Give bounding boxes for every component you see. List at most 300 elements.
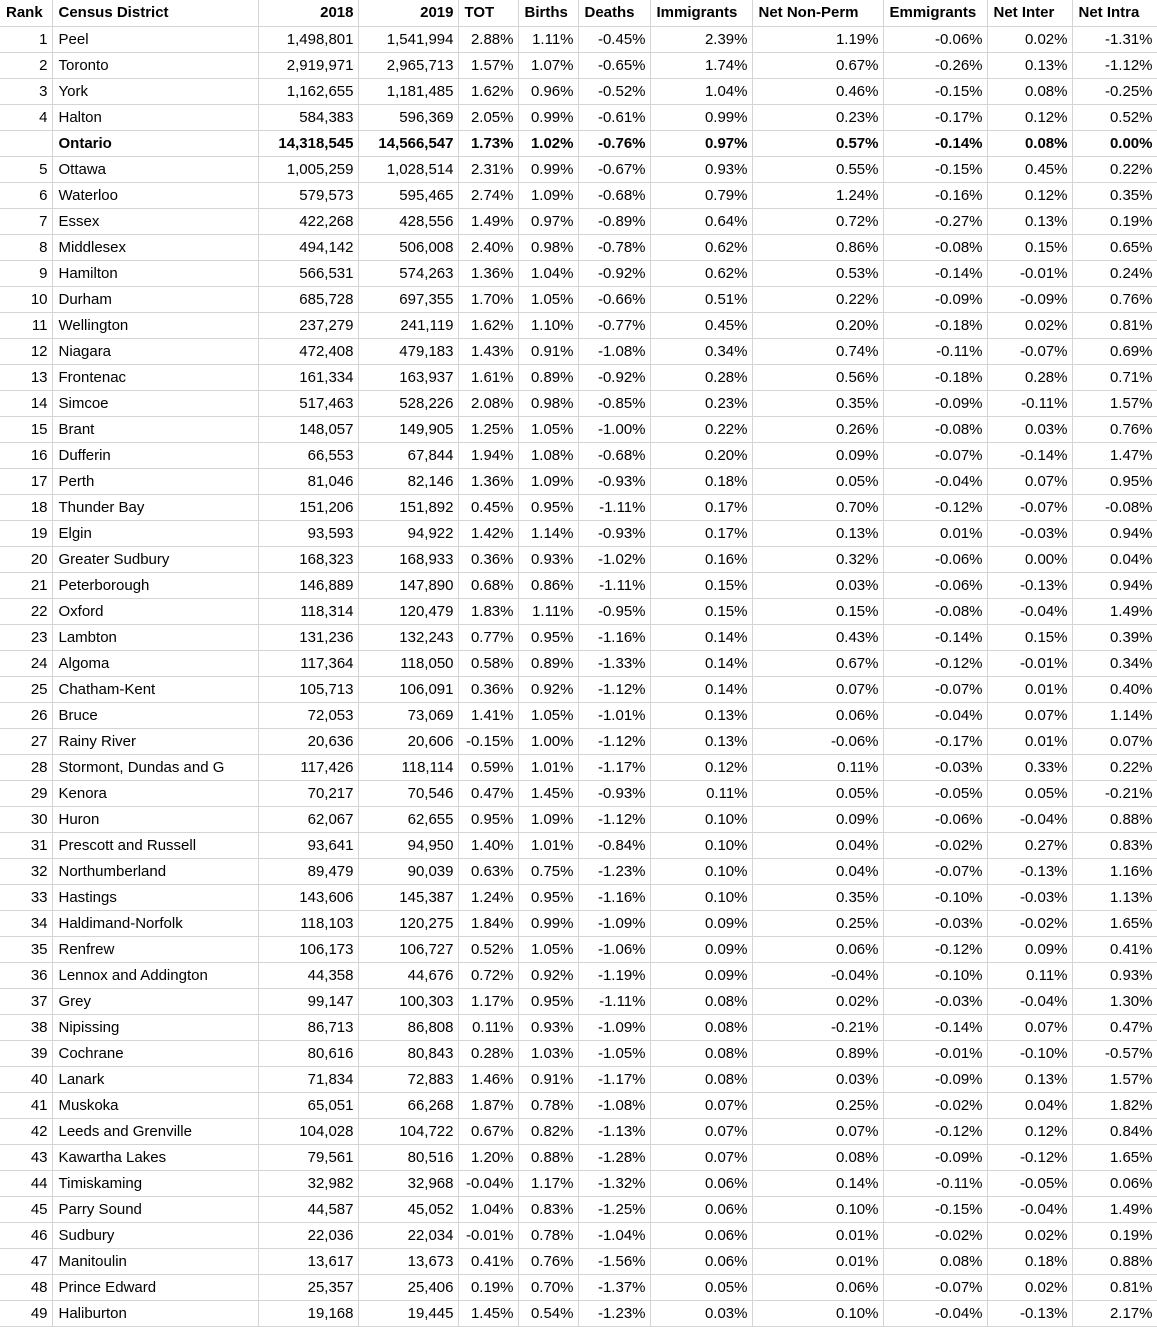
cell-district[interactable]: Timiskaming (52, 1170, 258, 1196)
cell-deaths[interactable]: -1.09% (578, 910, 650, 936)
cell-births[interactable]: 0.95% (518, 884, 578, 910)
cell-y2019[interactable]: 44,676 (358, 962, 458, 988)
cell-district[interactable]: Kenora (52, 780, 258, 806)
cell-emmigrants[interactable]: 0.08% (883, 1248, 987, 1274)
cell-rank[interactable]: 30 (0, 806, 52, 832)
cell-y2018[interactable]: 146,889 (258, 572, 358, 598)
cell-y2019[interactable]: 90,039 (358, 858, 458, 884)
cell-births[interactable]: 0.88% (518, 1144, 578, 1170)
cell-y2019[interactable]: 147,890 (358, 572, 458, 598)
cell-deaths[interactable]: -0.67% (578, 156, 650, 182)
cell-net_inter[interactable]: 0.02% (987, 26, 1072, 52)
cell-immigrants[interactable]: 0.16% (650, 546, 752, 572)
cell-district[interactable]: Simcoe (52, 390, 258, 416)
cell-y2019[interactable]: 149,905 (358, 416, 458, 442)
cell-y2018[interactable]: 14,318,545 (258, 130, 358, 156)
cell-y2019[interactable]: 595,465 (358, 182, 458, 208)
cell-emmigrants[interactable]: -0.02% (883, 1222, 987, 1248)
cell-rank[interactable]: 2 (0, 52, 52, 78)
cell-rank[interactable]: 40 (0, 1066, 52, 1092)
cell-y2018[interactable]: 517,463 (258, 390, 358, 416)
cell-tot[interactable]: 1.45% (458, 1300, 518, 1326)
cell-immigrants[interactable]: 0.62% (650, 260, 752, 286)
cell-net_inter[interactable]: -0.04% (987, 1196, 1072, 1222)
cell-births[interactable]: 0.89% (518, 650, 578, 676)
cell-tot[interactable]: 0.47% (458, 780, 518, 806)
cell-district[interactable]: Nipissing (52, 1014, 258, 1040)
cell-tot[interactable]: 1.57% (458, 52, 518, 78)
cell-deaths[interactable]: -1.23% (578, 1300, 650, 1326)
cell-deaths[interactable]: -1.13% (578, 1118, 650, 1144)
cell-net_intra[interactable]: 1.16% (1072, 858, 1157, 884)
cell-rank[interactable]: 16 (0, 442, 52, 468)
cell-births[interactable]: 1.09% (518, 806, 578, 832)
cell-district[interactable]: Leeds and Grenville (52, 1118, 258, 1144)
cell-net_inter[interactable]: 0.02% (987, 1274, 1072, 1300)
cell-tot[interactable]: 1.84% (458, 910, 518, 936)
cell-net_inter[interactable]: -0.11% (987, 390, 1072, 416)
cell-rank[interactable]: 28 (0, 754, 52, 780)
cell-rank[interactable]: 22 (0, 598, 52, 624)
cell-births[interactable]: 0.92% (518, 676, 578, 702)
cell-net_intra[interactable]: -0.57% (1072, 1040, 1157, 1066)
cell-tot[interactable]: 2.88% (458, 26, 518, 52)
cell-rank[interactable]: 35 (0, 936, 52, 962)
cell-births[interactable]: 1.03% (518, 1040, 578, 1066)
cell-tot[interactable]: 2.05% (458, 104, 518, 130)
cell-net_intra[interactable]: 0.07% (1072, 728, 1157, 754)
cell-births[interactable]: 0.78% (518, 1092, 578, 1118)
cell-net_non_perm[interactable]: 0.72% (752, 208, 883, 234)
cell-emmigrants[interactable]: -0.03% (883, 754, 987, 780)
cell-net_intra[interactable]: 0.95% (1072, 468, 1157, 494)
cell-emmigrants[interactable]: -0.15% (883, 78, 987, 104)
cell-district[interactable]: Waterloo (52, 182, 258, 208)
cell-net_non_perm[interactable]: 0.01% (752, 1222, 883, 1248)
cell-births[interactable]: 0.91% (518, 338, 578, 364)
cell-district[interactable]: Ontario (52, 130, 258, 156)
cell-emmigrants[interactable]: -0.17% (883, 104, 987, 130)
cell-net_non_perm[interactable]: 0.35% (752, 390, 883, 416)
column-header-deaths[interactable]: Deaths (578, 0, 650, 26)
cell-births[interactable]: 1.08% (518, 442, 578, 468)
cell-net_non_perm[interactable]: 0.43% (752, 624, 883, 650)
cell-tot[interactable]: 0.77% (458, 624, 518, 650)
cell-net_non_perm[interactable]: -0.06% (752, 728, 883, 754)
cell-net_non_perm[interactable]: 0.67% (752, 52, 883, 78)
cell-district[interactable]: Niagara (52, 338, 258, 364)
cell-immigrants[interactable]: 0.97% (650, 130, 752, 156)
cell-y2018[interactable]: 584,383 (258, 104, 358, 130)
cell-deaths[interactable]: -1.00% (578, 416, 650, 442)
cell-births[interactable]: 1.11% (518, 26, 578, 52)
cell-net_intra[interactable]: 1.65% (1072, 1144, 1157, 1170)
cell-births[interactable]: 0.98% (518, 390, 578, 416)
cell-y2019[interactable]: 528,226 (358, 390, 458, 416)
cell-district[interactable]: Lennox and Addington (52, 962, 258, 988)
cell-births[interactable]: 1.45% (518, 780, 578, 806)
cell-tot[interactable]: 1.36% (458, 260, 518, 286)
cell-immigrants[interactable]: 0.14% (650, 650, 752, 676)
cell-net_intra[interactable]: 1.30% (1072, 988, 1157, 1014)
cell-rank[interactable]: 42 (0, 1118, 52, 1144)
cell-births[interactable]: 1.00% (518, 728, 578, 754)
cell-net_non_perm[interactable]: 0.86% (752, 234, 883, 260)
cell-tot[interactable]: 1.24% (458, 884, 518, 910)
cell-y2018[interactable]: 104,028 (258, 1118, 358, 1144)
cell-emmigrants[interactable]: -0.12% (883, 650, 987, 676)
cell-rank[interactable]: 12 (0, 338, 52, 364)
cell-net_inter[interactable]: -0.14% (987, 442, 1072, 468)
cell-deaths[interactable]: -1.06% (578, 936, 650, 962)
cell-y2018[interactable]: 66,553 (258, 442, 358, 468)
cell-tot[interactable]: 0.59% (458, 754, 518, 780)
cell-tot[interactable]: 0.45% (458, 494, 518, 520)
cell-y2018[interactable]: 44,587 (258, 1196, 358, 1222)
cell-y2018[interactable]: 494,142 (258, 234, 358, 260)
cell-rank[interactable]: 36 (0, 962, 52, 988)
cell-net_non_perm[interactable]: 0.13% (752, 520, 883, 546)
cell-immigrants[interactable]: 2.39% (650, 26, 752, 52)
cell-y2019[interactable]: 62,655 (358, 806, 458, 832)
cell-net_non_perm[interactable]: 0.70% (752, 494, 883, 520)
cell-deaths[interactable]: -1.25% (578, 1196, 650, 1222)
cell-deaths[interactable]: -1.05% (578, 1040, 650, 1066)
cell-emmigrants[interactable]: -0.09% (883, 286, 987, 312)
cell-tot[interactable]: 1.40% (458, 832, 518, 858)
cell-rank[interactable]: 11 (0, 312, 52, 338)
cell-y2019[interactable]: 66,268 (358, 1092, 458, 1118)
cell-births[interactable]: 1.05% (518, 286, 578, 312)
cell-births[interactable]: 1.09% (518, 468, 578, 494)
cell-rank[interactable]: 43 (0, 1144, 52, 1170)
cell-deaths[interactable]: -1.32% (578, 1170, 650, 1196)
cell-immigrants[interactable]: 0.79% (650, 182, 752, 208)
cell-district[interactable]: Rainy River (52, 728, 258, 754)
cell-y2018[interactable]: 151,206 (258, 494, 358, 520)
cell-immigrants[interactable]: 0.13% (650, 702, 752, 728)
cell-emmigrants[interactable]: -0.08% (883, 234, 987, 260)
cell-rank[interactable]: 45 (0, 1196, 52, 1222)
cell-rank[interactable]: 38 (0, 1014, 52, 1040)
cell-y2019[interactable]: 1,181,485 (358, 78, 458, 104)
cell-tot[interactable]: 1.43% (458, 338, 518, 364)
cell-deaths[interactable]: -1.37% (578, 1274, 650, 1300)
cell-net_intra[interactable]: -0.21% (1072, 780, 1157, 806)
cell-deaths[interactable]: -1.19% (578, 962, 650, 988)
cell-net_inter[interactable]: 0.27% (987, 832, 1072, 858)
cell-deaths[interactable]: -0.68% (578, 442, 650, 468)
cell-tot[interactable]: 1.83% (458, 598, 518, 624)
cell-deaths[interactable]: -0.89% (578, 208, 650, 234)
cell-emmigrants[interactable]: -0.12% (883, 936, 987, 962)
cell-births[interactable]: 0.78% (518, 1222, 578, 1248)
cell-y2019[interactable]: 25,406 (358, 1274, 458, 1300)
cell-immigrants[interactable]: 0.34% (650, 338, 752, 364)
cell-y2018[interactable]: 80,616 (258, 1040, 358, 1066)
cell-rank[interactable]: 10 (0, 286, 52, 312)
cell-y2018[interactable]: 1,162,655 (258, 78, 358, 104)
cell-emmigrants[interactable]: -0.15% (883, 156, 987, 182)
cell-immigrants[interactable]: 0.23% (650, 390, 752, 416)
cell-rank[interactable]: 7 (0, 208, 52, 234)
cell-district[interactable]: Prince Edward (52, 1274, 258, 1300)
cell-deaths[interactable]: -1.23% (578, 858, 650, 884)
cell-net_intra[interactable]: 0.94% (1072, 572, 1157, 598)
cell-net_intra[interactable]: 1.65% (1072, 910, 1157, 936)
cell-immigrants[interactable]: 0.28% (650, 364, 752, 390)
cell-net_non_perm[interactable]: 0.01% (752, 1248, 883, 1274)
cell-emmigrants[interactable]: -0.05% (883, 780, 987, 806)
cell-immigrants[interactable]: 0.15% (650, 572, 752, 598)
cell-net_non_perm[interactable]: 0.23% (752, 104, 883, 130)
cell-immigrants[interactable]: 0.08% (650, 1040, 752, 1066)
cell-district[interactable]: Thunder Bay (52, 494, 258, 520)
cell-net_intra[interactable]: 0.83% (1072, 832, 1157, 858)
cell-immigrants[interactable]: 0.07% (650, 1118, 752, 1144)
cell-deaths[interactable]: -0.78% (578, 234, 650, 260)
cell-deaths[interactable]: -1.16% (578, 884, 650, 910)
cell-y2019[interactable]: 151,892 (358, 494, 458, 520)
cell-tot[interactable]: 2.74% (458, 182, 518, 208)
cell-deaths[interactable]: -0.93% (578, 780, 650, 806)
cell-deaths[interactable]: -1.01% (578, 702, 650, 728)
cell-net_intra[interactable]: 0.88% (1072, 806, 1157, 832)
cell-y2019[interactable]: 1,541,994 (358, 26, 458, 52)
cell-rank[interactable]: 4 (0, 104, 52, 130)
cell-emmigrants[interactable]: -0.17% (883, 728, 987, 754)
cell-district[interactable]: Renfrew (52, 936, 258, 962)
cell-net_inter[interactable]: -0.04% (987, 598, 1072, 624)
cell-net_inter[interactable]: -0.10% (987, 1040, 1072, 1066)
cell-births[interactable]: 0.99% (518, 910, 578, 936)
cell-district[interactable]: Manitoulin (52, 1248, 258, 1274)
cell-district[interactable]: Middlesex (52, 234, 258, 260)
cell-net_non_perm[interactable]: 0.06% (752, 936, 883, 962)
cell-net_inter[interactable]: 0.02% (987, 1222, 1072, 1248)
cell-rank[interactable]: 18 (0, 494, 52, 520)
cell-emmigrants[interactable]: -0.18% (883, 312, 987, 338)
cell-y2019[interactable]: 506,008 (358, 234, 458, 260)
cell-y2019[interactable]: 596,369 (358, 104, 458, 130)
cell-y2018[interactable]: 117,426 (258, 754, 358, 780)
cell-y2019[interactable]: 73,069 (358, 702, 458, 728)
cell-births[interactable]: 1.05% (518, 936, 578, 962)
cell-net_inter[interactable]: 0.07% (987, 702, 1072, 728)
cell-deaths[interactable]: -0.92% (578, 364, 650, 390)
cell-y2018[interactable]: 20,636 (258, 728, 358, 754)
cell-y2018[interactable]: 105,713 (258, 676, 358, 702)
cell-emmigrants[interactable]: -0.03% (883, 910, 987, 936)
cell-emmigrants[interactable]: -0.09% (883, 1066, 987, 1092)
cell-tot[interactable]: 0.52% (458, 936, 518, 962)
cell-net_inter[interactable]: -0.13% (987, 1300, 1072, 1326)
cell-emmigrants[interactable]: -0.06% (883, 546, 987, 572)
cell-births[interactable]: 1.05% (518, 702, 578, 728)
cell-emmigrants[interactable]: -0.01% (883, 1040, 987, 1066)
cell-y2018[interactable]: 86,713 (258, 1014, 358, 1040)
cell-net_inter[interactable]: 0.03% (987, 416, 1072, 442)
cell-immigrants[interactable]: 0.17% (650, 520, 752, 546)
cell-rank[interactable]: 19 (0, 520, 52, 546)
cell-y2018[interactable]: 2,919,971 (258, 52, 358, 78)
cell-net_inter[interactable]: 0.28% (987, 364, 1072, 390)
cell-net_inter[interactable]: 0.08% (987, 78, 1072, 104)
cell-tot[interactable]: 0.36% (458, 546, 518, 572)
cell-emmigrants[interactable]: -0.12% (883, 1118, 987, 1144)
cell-deaths[interactable]: -0.76% (578, 130, 650, 156)
cell-district[interactable]: Oxford (52, 598, 258, 624)
cell-net_non_perm[interactable]: 0.57% (752, 130, 883, 156)
cell-emmigrants[interactable]: -0.14% (883, 624, 987, 650)
cell-births[interactable]: 1.05% (518, 416, 578, 442)
cell-net_non_perm[interactable]: 0.09% (752, 806, 883, 832)
cell-y2019[interactable]: 106,091 (358, 676, 458, 702)
cell-net_inter[interactable]: 0.07% (987, 1014, 1072, 1040)
cell-immigrants[interactable]: 0.06% (650, 1222, 752, 1248)
cell-emmigrants[interactable]: -0.14% (883, 1014, 987, 1040)
cell-y2018[interactable]: 579,573 (258, 182, 358, 208)
cell-district[interactable]: Grey (52, 988, 258, 1014)
cell-emmigrants[interactable]: -0.10% (883, 884, 987, 910)
cell-tot[interactable]: 2.40% (458, 234, 518, 260)
cell-rank[interactable]: 25 (0, 676, 52, 702)
cell-net_intra[interactable]: 1.47% (1072, 442, 1157, 468)
cell-births[interactable]: 0.75% (518, 858, 578, 884)
cell-y2019[interactable]: 106,727 (358, 936, 458, 962)
cell-net_non_perm[interactable]: 0.26% (752, 416, 883, 442)
cell-y2019[interactable]: 72,883 (358, 1066, 458, 1092)
cell-births[interactable]: 0.92% (518, 962, 578, 988)
cell-tot[interactable]: 1.62% (458, 78, 518, 104)
cell-births[interactable]: 0.89% (518, 364, 578, 390)
cell-deaths[interactable]: -0.52% (578, 78, 650, 104)
cell-tot[interactable]: 0.68% (458, 572, 518, 598)
cell-tot[interactable]: 0.11% (458, 1014, 518, 1040)
cell-emmigrants[interactable]: -0.09% (883, 390, 987, 416)
cell-rank[interactable]: 15 (0, 416, 52, 442)
cell-net_intra[interactable]: -0.25% (1072, 78, 1157, 104)
cell-rank[interactable]: 14 (0, 390, 52, 416)
cell-tot[interactable]: 0.67% (458, 1118, 518, 1144)
cell-district[interactable]: Sudbury (52, 1222, 258, 1248)
cell-district[interactable]: Haliburton (52, 1300, 258, 1326)
cell-net_intra[interactable]: 0.94% (1072, 520, 1157, 546)
cell-rank[interactable]: 39 (0, 1040, 52, 1066)
cell-net_intra[interactable]: 0.34% (1072, 650, 1157, 676)
cell-rank[interactable]: 32 (0, 858, 52, 884)
cell-net_non_perm[interactable]: 0.14% (752, 1170, 883, 1196)
cell-district[interactable]: Greater Sudbury (52, 546, 258, 572)
cell-rank[interactable]: 44 (0, 1170, 52, 1196)
cell-net_non_perm[interactable]: 1.24% (752, 182, 883, 208)
cell-net_intra[interactable]: 0.88% (1072, 1248, 1157, 1274)
cell-deaths[interactable]: -1.28% (578, 1144, 650, 1170)
cell-immigrants[interactable]: 0.08% (650, 988, 752, 1014)
cell-y2019[interactable]: 94,950 (358, 832, 458, 858)
cell-net_intra[interactable]: 0.40% (1072, 676, 1157, 702)
cell-immigrants[interactable]: 0.64% (650, 208, 752, 234)
cell-y2019[interactable]: 80,516 (358, 1144, 458, 1170)
cell-immigrants[interactable]: 0.10% (650, 884, 752, 910)
column-header-tot[interactable]: TOT (458, 0, 518, 26)
cell-births[interactable]: 1.07% (518, 52, 578, 78)
cell-net_intra[interactable]: 1.13% (1072, 884, 1157, 910)
cell-y2019[interactable]: 574,263 (358, 260, 458, 286)
cell-net_intra[interactable]: 0.00% (1072, 130, 1157, 156)
cell-births[interactable]: 1.01% (518, 754, 578, 780)
cell-immigrants[interactable]: 0.45% (650, 312, 752, 338)
cell-y2019[interactable]: 118,050 (358, 650, 458, 676)
cell-deaths[interactable]: -0.65% (578, 52, 650, 78)
cell-y2018[interactable]: 117,364 (258, 650, 358, 676)
cell-deaths[interactable]: -1.12% (578, 806, 650, 832)
cell-immigrants[interactable]: 0.51% (650, 286, 752, 312)
cell-immigrants[interactable]: 0.05% (650, 1274, 752, 1300)
cell-y2018[interactable]: 161,334 (258, 364, 358, 390)
cell-immigrants[interactable]: 0.09% (650, 936, 752, 962)
cell-y2019[interactable]: 120,479 (358, 598, 458, 624)
cell-immigrants[interactable]: 1.04% (650, 78, 752, 104)
cell-y2018[interactable]: 237,279 (258, 312, 358, 338)
cell-net_non_perm[interactable]: 0.05% (752, 780, 883, 806)
cell-deaths[interactable]: -1.12% (578, 676, 650, 702)
cell-rank[interactable] (0, 130, 52, 156)
cell-births[interactable]: 0.91% (518, 1066, 578, 1092)
cell-y2018[interactable]: 99,147 (258, 988, 358, 1014)
cell-y2018[interactable]: 89,479 (258, 858, 358, 884)
cell-rank[interactable]: 1 (0, 26, 52, 52)
cell-rank[interactable]: 46 (0, 1222, 52, 1248)
cell-net_inter[interactable]: -0.01% (987, 260, 1072, 286)
cell-immigrants[interactable]: 0.06% (650, 1196, 752, 1222)
cell-rank[interactable]: 31 (0, 832, 52, 858)
cell-tot[interactable]: 1.04% (458, 1196, 518, 1222)
cell-y2019[interactable]: 168,933 (358, 546, 458, 572)
cell-district[interactable]: Halton (52, 104, 258, 130)
cell-rank[interactable]: 6 (0, 182, 52, 208)
cell-deaths[interactable]: -0.66% (578, 286, 650, 312)
cell-immigrants[interactable]: 0.14% (650, 624, 752, 650)
cell-net_non_perm[interactable]: 0.04% (752, 858, 883, 884)
cell-immigrants[interactable]: 0.10% (650, 858, 752, 884)
cell-emmigrants[interactable]: -0.18% (883, 364, 987, 390)
cell-net_intra[interactable]: -1.12% (1072, 52, 1157, 78)
cell-district[interactable]: Lanark (52, 1066, 258, 1092)
cell-y2019[interactable]: 120,275 (358, 910, 458, 936)
cell-net_inter[interactable]: 0.11% (987, 962, 1072, 988)
cell-y2019[interactable]: 82,146 (358, 468, 458, 494)
cell-district[interactable]: Parry Sound (52, 1196, 258, 1222)
cell-y2019[interactable]: 241,119 (358, 312, 458, 338)
cell-net_intra[interactable]: 0.04% (1072, 546, 1157, 572)
cell-net_non_perm[interactable]: 0.02% (752, 988, 883, 1014)
cell-tot[interactable]: 0.63% (458, 858, 518, 884)
cell-tot[interactable]: 1.61% (458, 364, 518, 390)
cell-immigrants[interactable]: 0.11% (650, 780, 752, 806)
cell-net_inter[interactable]: 0.02% (987, 312, 1072, 338)
cell-tot[interactable]: 1.36% (458, 468, 518, 494)
cell-net_non_perm[interactable]: -0.04% (752, 962, 883, 988)
cell-net_non_perm[interactable]: 0.07% (752, 1118, 883, 1144)
cell-deaths[interactable]: -0.95% (578, 598, 650, 624)
cell-net_non_perm[interactable]: 0.46% (752, 78, 883, 104)
cell-net_non_perm[interactable]: 0.53% (752, 260, 883, 286)
cell-y2019[interactable]: 80,843 (358, 1040, 458, 1066)
column-header-net_intra[interactable]: Net Intra (1072, 0, 1157, 26)
cell-immigrants[interactable]: 0.17% (650, 494, 752, 520)
cell-emmigrants[interactable]: -0.04% (883, 702, 987, 728)
